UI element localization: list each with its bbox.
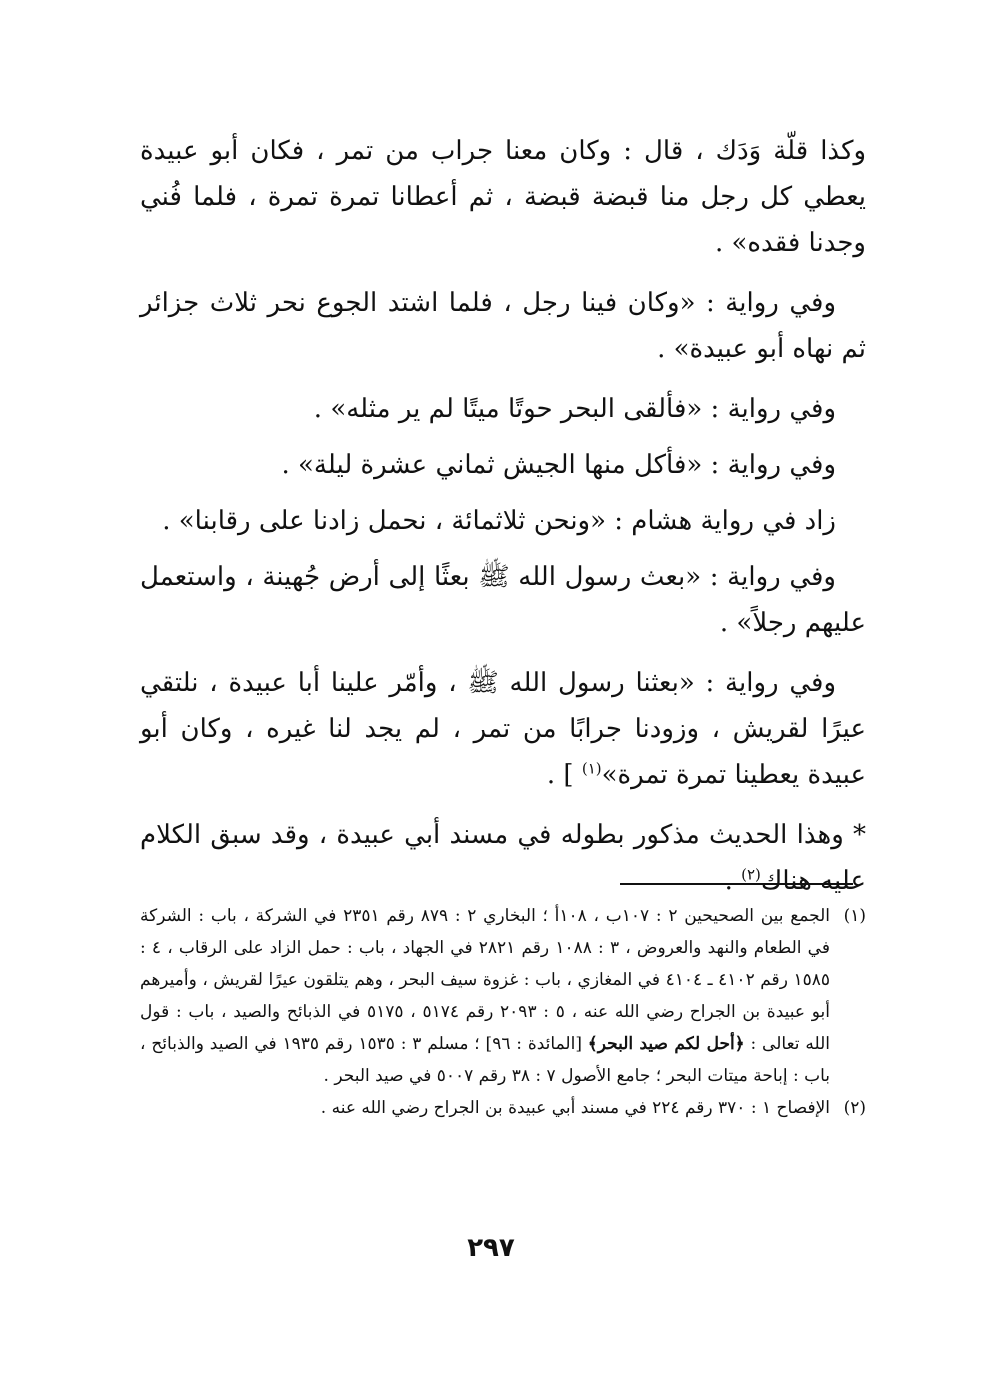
paragraph-1: وكذا قلّة وَدَك ، قال : وكان معنا جراب من تمر ، فكان أبو عبيدة يعطي كل رجل منا قبضة قبضة ، ثم أعطانا تمرة تمرة ، فلما فُني وجدنا فقده» .: [140, 136, 866, 258]
footnote-1-text-before: الجمع بين الصحيحين ٢ : ١٠٧ب ، ١٠٨أ ؛ البخاري ٢ : ٨٧٩ رقم ٢٣٥١ في الشركة ، باب : الشركة في الطعام والنهد والعروض ، ٣ : ١٠٨٨ رقم ٢٨٢١ في الجهاد ، باب : حمل الزاد على الرقاب ، ٤ : ١٥٨٥ رقم ٤١٠٢ ـ ٤١٠٤ في المغازي ، باب : غزوة سيف البحر ، وهم يتلقون عيرًا لقريش ، وأميرهم أبو عبيدة بن الجراح رضي الله عنه ، ٥ : ٢٠٩٣ رقم ٥١٧٤ ، ٥١٧٥ في الذبائح والصيد ، باب : قول الله تعالى :: [140, 906, 830, 1054]
footnotes: [140, 900, 866, 1124]
paragraph-8-text: * وهذا الحديث مذكور بطوله في مسند أبي عبيدة ، وقد سبق الكلام عليه هناك: [140, 820, 866, 896]
footnote-divider: [620, 883, 853, 885]
footnote-1-text-after: [المائدة : ٩٦] ؛ مسلم ٣ : ١٥٣٥ رقم ١٩٣٥ في الصيد والذبائح ، باب : إباحة ميتات البحر ؛ جامع الأصول ٧ : ٣٨ رقم ٥٠٠٧ في صيد البحر .: [140, 1034, 830, 1086]
footnote-1-number: (١): [843, 906, 866, 926]
footnote-2-text: الإفصاح ١ : ٣٧٠ رقم ٢٢٤ في مسند أبي عبيدة بن الجراح رضي الله عنه .: [320, 1098, 830, 1118]
paragraph-5: زاد في رواية هشام : «ونحن ثلاثمائة ، نحمل زادنا على رقابنا» .: [162, 506, 836, 536]
paragraph-7: [140, 660, 866, 798]
paragraph-7-text: وفي رواية : «بعثنا رسول الله ﷺ ، وأمّر علينا أبا عبيدة ، نلتقي عيرًا لقريش ، وزودنا جرابًا من تمر ، لم يجد لنا غيره ، وكان أبو عبيدة يعطينا تمرة تمرة»: [140, 668, 866, 790]
paragraph-8-tail: .: [724, 866, 742, 896]
footnote-1-quran-quote: ﴿أحل لكم صيد البحر﴾: [587, 1034, 745, 1054]
paragraph-7-tail: ] .: [546, 760, 582, 790]
footnote-2: [140, 1092, 866, 1124]
paragraph-6: وفي رواية : «بعث رسول الله ﷺ بعثًا إلى أرض جُهينة ، واستعمل عليهم رجلاً» .: [140, 562, 866, 638]
page-number: ٢٩٧: [467, 1233, 515, 1263]
footnote-1: [140, 900, 866, 1092]
paragraph-4: وفي رواية : «فأكل منها الجيش ثماني عشرة ليلة» .: [281, 450, 836, 480]
paragraph-2: وفي رواية : «وكان فينا رجل ، فلما اشتد الجوع نحر ثلاث جزائر ثم نهاه أبو عبيدة» .: [140, 288, 866, 364]
main-text: [140, 128, 866, 918]
paragraph-8: [140, 812, 866, 904]
footnote-ref-2[interactable]: (٢): [741, 865, 761, 884]
footnote-ref-1[interactable]: (١): [581, 759, 602, 778]
paragraph-3: وفي رواية : «فألقى البحر حوتًا ميتًا لم ير مثله» .: [313, 394, 836, 424]
footnote-2-number: (٢): [843, 1098, 866, 1118]
